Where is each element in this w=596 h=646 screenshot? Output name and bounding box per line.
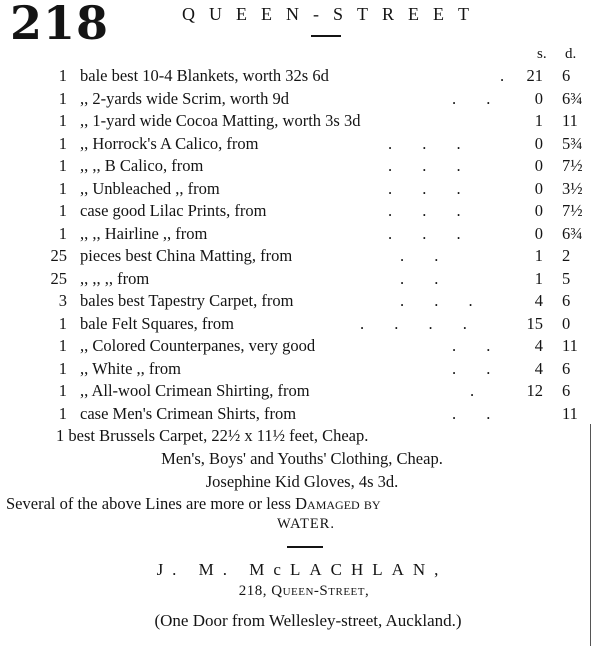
price-row [0,291,596,314]
item-description: ,, Colored Counterpanes, very good [80,336,316,355]
item-quantity: 1 [58,178,67,198]
item-shillings: 1 [534,268,543,288]
merchant-address: 218, Queen-Street, [238,583,370,599]
leader-dots: . . . [388,223,474,243]
merchant-location: (One Door from Wellesley-street, Auckland.) [154,611,462,630]
price-row [0,66,596,89]
leader-dots: . . . [388,178,474,198]
item-description: ,, 1-yard wide Cocoa Matting, worth 3s 3d [80,111,361,130]
item-description: ,, ,, Hairline ,, from [80,223,208,243]
item-shillings: 4 [534,358,543,378]
item-description: ,, All-wool Crimean Shirting, from [80,381,310,400]
item-pence: 11 [562,403,578,423]
advert-header [10,0,590,52]
price-row [0,269,596,292]
price-row [0,89,596,112]
item-quantity: 1 [58,201,67,220]
item-pence: 6 [562,66,571,85]
item-shillings: 1 [534,111,543,130]
item-pence: 6 [562,358,571,378]
item-quantity: 1 [58,133,67,153]
item-pence: 2 [562,246,571,265]
price-row [0,111,596,134]
item-description: ,, Unbleached ,, from [80,178,220,198]
item-shillings: 21 [526,66,543,85]
leader-dots: . . . [400,291,486,310]
item-description: case Men's Crimean Shirts, from [80,403,297,423]
leader-dots: . . . [388,133,474,153]
item-pence: 7½ [562,156,583,175]
item-quantity: 25 [50,268,67,288]
item-pence: 5¾ [562,133,583,153]
price-row [0,404,596,427]
price-row [0,156,596,179]
item-description: ,, White ,, from [80,358,181,378]
leader-dots: . . [452,336,504,355]
item-quantity: 1 [58,88,67,108]
item-shillings: 1 [534,246,543,265]
leader-dots: . . . [388,201,474,220]
price-row [0,201,596,224]
item-quantity: 1 [58,66,67,85]
street-name: QUEEN-STREET [182,4,483,24]
item-shillings: 4 [534,336,543,355]
item-quantity: 1 [58,313,67,333]
item-description: bale best 10-4 Blankets, worth 32s 6d [80,66,329,85]
header-rule [311,35,341,37]
leader-dots: . . . [388,156,474,175]
item-pence: 3½ [562,178,583,198]
leader-dots: . [470,381,488,400]
item-shillings: 0 [534,156,543,175]
leader-dots: . [500,66,518,85]
item-shillings: 0 [534,201,543,220]
item-pence: 6¾ [562,223,583,243]
item-description: ,, 2-yards wide Scrim, worth 9d [80,88,289,108]
price-list [0,66,596,426]
column-border [590,424,591,646]
item-pence: 7½ [562,201,583,220]
price-row [0,224,596,247]
price-row [0,359,596,382]
item-quantity: 1 [58,336,67,355]
item-quantity: 3 [58,291,67,310]
leader-dots: . . [452,403,504,423]
gloves-line: Josephine Kid Gloves, 4s 3d. [205,472,399,491]
item-description: bale Felt Squares, from [80,313,234,333]
price-row [0,246,596,269]
item-quantity: 1 [58,358,67,378]
item-pence: 11 [562,336,578,355]
leader-dots: . . [400,246,452,265]
item-description: bales best Tapestry Carpet, from [80,291,294,310]
item-description: ,, Horrock's A Calico, from [80,133,259,153]
damaged-notice [6,494,596,514]
item-pence: 0 [562,313,571,333]
leader-dots: . . [452,88,504,108]
price-row [0,134,596,157]
item-pence: 6 [562,381,571,400]
item-shillings: 4 [534,291,543,310]
price-row [0,179,596,202]
item-pence: 11 [562,111,578,130]
damaged-notice-emphasis: Damaged by [295,494,381,513]
leader-dots: . . [400,268,452,288]
item-pence: 6¾ [562,88,583,108]
item-shillings: 0 [534,223,543,243]
item-shillings: 0 [534,133,543,153]
item-quantity: 1 [58,111,67,130]
merchant-name: J. M. McLACHLAN, [156,560,448,579]
item-quantity: 1 [58,403,67,423]
damaged-notice-text: Several of the above Lines are more or less [6,494,291,513]
item-shillings: 0 [534,178,543,198]
item-description: ,, ,, B Calico, from [80,156,204,175]
clothing-line: Men's, Boys' and Youths' Clothing, Cheap. [161,449,443,468]
item-shillings: 0 [534,88,543,108]
shop-number: 218 [10,0,110,50]
item-quantity: 25 [50,246,67,265]
item-pence: 5 [562,268,571,288]
shillings-column-header: s. [537,46,547,62]
leader-dots: . . . . [360,313,480,333]
item-description: pieces best China Matting, from [80,246,293,265]
item-shillings: 15 [526,313,543,333]
price-row [0,381,596,404]
damaged-notice-water: WATER. [277,516,335,532]
item-quantity: 1 [58,381,67,400]
price-row [0,336,596,359]
brussels-carpet-line: 1 best Brussels Carpet, 22½ x 11½ feet, Cheap. [56,426,369,445]
item-description: case good Lilac Prints, from [80,201,267,220]
footer-rule [287,546,323,548]
item-quantity: 1 [58,156,67,175]
price-row [0,314,596,337]
leader-dots: . . [452,358,504,378]
item-description: ,, ,, ,, from [80,268,150,288]
item-quantity: 1 [58,223,67,243]
pence-column-header: d. [565,46,577,62]
item-shillings: 12 [526,381,543,400]
item-pence: 6 [562,291,571,310]
